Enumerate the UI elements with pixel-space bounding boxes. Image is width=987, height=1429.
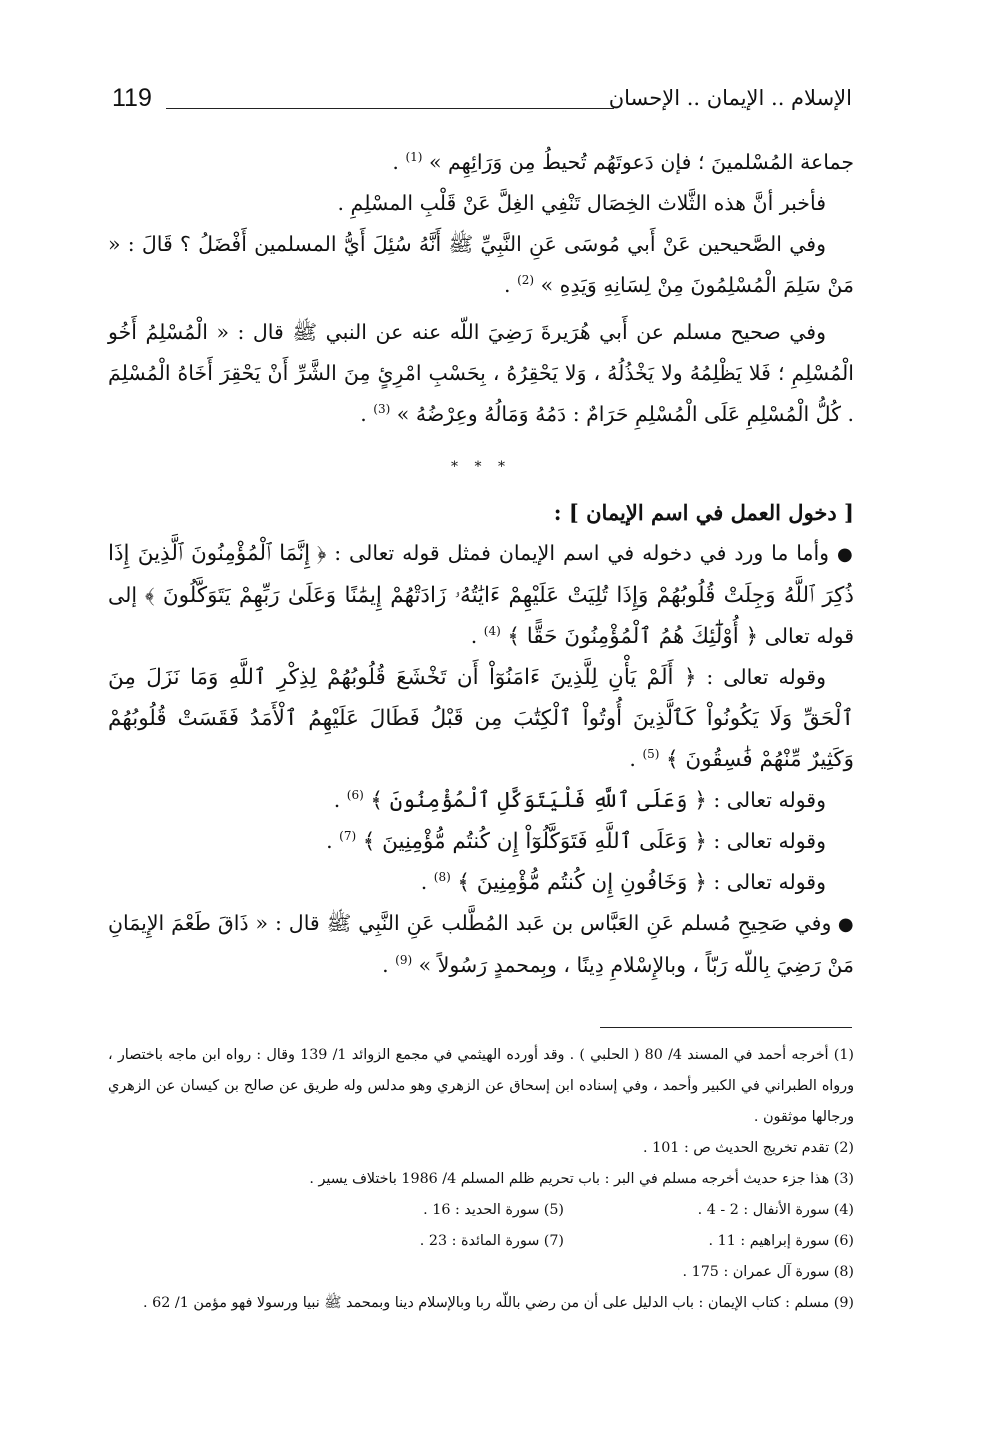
paragraph xyxy=(108,657,854,780)
footnote: (3) هذا جزء حديث أخرجه مسلم في البر : باب تحريم ظلم المسلم 4/ 1986 باختلاف يسير . xyxy=(309,1171,854,1187)
text: وفي الصَّحيحين عَنْ أَبي مُوسَى عَنِ النَّبِيِّ ﷺ أَنَّهُ سُئِلَ أَيُّ المسلمين أَفْضَلُ ؟ قَالَ : « مَنْ سَلِمَ الْمُسْلِمُونَ مِنْ لِسَانِهِ وَيَدِهِ » xyxy=(108,232,854,297)
footnote-ref: (3) xyxy=(373,402,391,417)
text: فأخبر أنَّ هذه الثَّلاث الخِصَال تَنْفِي الغِلَّ عَنْ قَلْبِ المسْلِمِ . xyxy=(337,191,826,215)
footnote: (1) أخرجه أحمد في المسند 4/ 80 ( الحلبي ) . وقد أورده الهيثمي في مجمع الزوائد 1/ 139 وقال : رواه ابن ماجه باختصار ، ورواه الطبراني في الكبير وأحمد ، وفي إسناده ابن إسحاق عن الزهري وهو مدلس وله طريق عن صالح بن كيسان عن الزهري ورجالها موثقون . xyxy=(108,1047,854,1125)
footnotes xyxy=(108,1040,854,1319)
footnote: (9) مسلم : كتاب الإيمان : باب الدليل على أن من رضي باللّه ربا وبالإسلام دينا وبمحمد ﷺ نبيا ورسولا فهو مؤمن 1/ 62 . xyxy=(143,1295,854,1311)
paragraph xyxy=(108,183,854,224)
section-heading: [ دخول العمل في اسم الإيمان ] : xyxy=(553,500,854,525)
footnote-ref: (7) xyxy=(339,829,357,844)
quran-verse: ﴿ وَخَافُونِ إِن كُنتُم مُّؤْمِنِينَ ﴾ xyxy=(457,870,707,895)
footnote-ref: (2) xyxy=(517,273,535,288)
paragraph xyxy=(108,533,854,657)
quran-verse: ﴿ أَلَمْ يَأْنِ لِلَّذِينَ ءَامَنُوٓاْ أَن تَخْشَعَ قُلُوبُهُمْ لِذِكْرِ ٱللَّهِ وَمَا نَزَلَ مِنَ ٱلْحَقِّ وَلَا يَكُونُواْ كَٱلَّذِينَ أُوتُواْ ٱلْكِتَٰبَ مِن قَبْلُ فَطَالَ عَلَيْهِمُ ٱلْأَمَدُ فَقَسَتْ قُلُوبُهُمْ وَكَثِيرٌ مِّنْهُمْ فَٰسِقُونَ ﴾ xyxy=(108,665,854,772)
footnote: (6) سورة إبراهيم : 11 . xyxy=(708,1233,854,1249)
text: . xyxy=(326,829,340,853)
paragraph xyxy=(108,142,854,183)
paragraph xyxy=(108,821,854,862)
footnote-ref: (5) xyxy=(642,747,660,762)
footnote: (8) سورة آل عمران : 175 . xyxy=(682,1264,854,1280)
footnote-ref: (6) xyxy=(346,788,364,803)
text: وفي صَحِيحِ مُسلم عَنِ العَبَّاس بن عَبد المُطَّلب عَنِ النَّبِي ﷺ قال : « ذَاقَ طَعْمَ الإِيمَانِ مَنْ رَضِيَ بِاللّه رَبّاً ، وبالإِسْلامِ دِينًا ، وبِمحمدٍ رَسُولاً » xyxy=(108,911,854,977)
section-separator: * * * xyxy=(451,459,511,475)
quran-verse: ﴿ وَعَلَى ٱللَّهِ فَتَوَكَّلُوٓاْ إِن كُنتُم مُّؤْمِنِينَ ﴾ xyxy=(362,829,707,854)
text: . xyxy=(392,150,406,174)
text: . xyxy=(382,953,396,977)
footnote-row xyxy=(108,1226,854,1257)
paragraph xyxy=(108,903,854,986)
text: . xyxy=(504,273,518,297)
footnote: (5) سورة الحديد : 16 . xyxy=(423,1202,564,1218)
text: إلى قوله تعالى xyxy=(108,583,854,648)
page-header xyxy=(112,84,852,124)
text: . xyxy=(470,624,484,648)
header-rule xyxy=(166,108,614,109)
paragraph xyxy=(108,224,854,306)
text: . xyxy=(629,747,643,771)
text: وأما ما ورد في دخوله في اسم الإيمان فمثل قوله تعالى : xyxy=(326,541,837,565)
text: . xyxy=(360,402,374,426)
page-number: 119 xyxy=(112,84,152,112)
footnote: (4) سورة الأنفال : 2 - 4 . xyxy=(697,1202,854,1218)
footnote-ref: (9) xyxy=(395,953,413,968)
footnote-row xyxy=(108,1195,854,1226)
bullet: ● xyxy=(837,914,854,935)
footnote-rule xyxy=(600,1027,852,1028)
text: وقوله تعالى : xyxy=(706,788,826,812)
paragraph xyxy=(108,312,854,435)
footnote: (2) تقدم تخريج الحديث ص : 101 . xyxy=(643,1140,854,1156)
text: وقوله تعالى : xyxy=(706,870,826,894)
text: وقوله تعالى : xyxy=(696,665,827,689)
paragraph xyxy=(108,780,854,821)
text: . xyxy=(420,870,434,894)
footnote-ref: (4) xyxy=(483,624,501,639)
running-title: الإسلام .. الإيمان .. الإحسان xyxy=(608,86,852,110)
paragraph xyxy=(108,862,854,903)
footnote-ref: (1) xyxy=(405,150,423,165)
quran-verse: ﴿ إِنَّمَا ٱلْمُؤْمِنُونَ ٱلَّذِينَ إِذَا ذُكِرَ ٱللَّهُ وَجِلَتْ قُلُوبُهُمْ وَإِذَا تُلِيَتْ عَلَيْهِمْ ءَايَٰتُهُۥ زَادَتْهُمْ إِيمَٰنًا وَعَلَىٰ رَبِّهِمْ يَتَوَكَّلُونَ ﴾ xyxy=(108,541,854,608)
main-text xyxy=(108,142,854,986)
quran-verse: ﴿ أُوْلَٰٓئِكَ هُمُ ٱلْمُؤْمِنُونَ حَقًّا ﴾ xyxy=(507,624,759,649)
text: . xyxy=(333,788,347,812)
quran-verse: ﴿ وَعَلَى ٱللَّهِ فَلْيَتَوَكَّلِ ٱلْمُؤْمِنُونَ ﴾ xyxy=(370,788,707,813)
bullet: ● xyxy=(836,544,854,565)
footnote: (7) سورة المائدة : 23 . xyxy=(419,1233,564,1249)
footnote-ref: (8) xyxy=(433,870,451,885)
text: وقوله تعالى : xyxy=(706,829,826,853)
text: جماعة المُسْلمينَ ؛ فإن دَعوتَهُم تُحيطُ مِن وَرَائِهِم » xyxy=(422,150,854,174)
text: وفي صحيح مسلم عن أَبي هُرَيرةَ رَضِيَ اللّه عنه عن النبي ﷺ قال : « الْمُسْلِمُ أَخُو الْمُسْلِمِ ؛ فَلا يَظْلِمُهُ ولا يَخْذُلُهُ ، وَلا يَحْقِرُهُ ، بِحَسْبِ امْرِئٍ مِنَ الشَّرِّ أَنْ يَحْقِرَ أَخَاهُ الْمُسْلِمَ . كُلُّ الْمُسْلِمِ عَلَى الْمُسْلِمِ حَرَامٌ : دَمُهُ وَمَالُهُ وعِرْضُهُ » xyxy=(108,320,854,426)
